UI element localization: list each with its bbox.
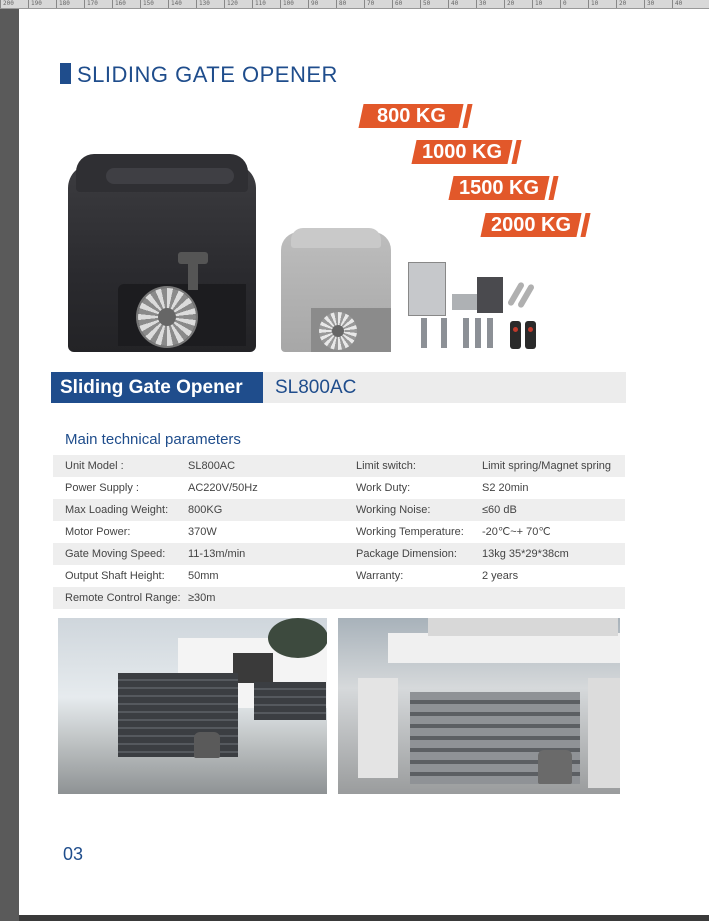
spec-value: 50mm <box>188 570 219 582</box>
spec-label: Package Dimension: <box>356 548 457 560</box>
bolt <box>421 318 427 348</box>
page-number: 03 <box>63 844 84 864</box>
installation-photo-modern-house <box>58 618 327 794</box>
spec-label: Max Loading Weight: <box>65 504 169 516</box>
spec-value: S2 20min <box>482 482 529 494</box>
ruler-mark: 10 <box>588 0 616 8</box>
ruler-mark: 80 <box>336 0 364 8</box>
ruler-mark: 70 <box>364 0 392 8</box>
spec-value: 800KG <box>188 504 223 516</box>
product-name: Sliding Gate Opener <box>51 372 263 403</box>
ruler-mark: 50 <box>420 0 448 8</box>
spec-value: 370W <box>188 526 217 538</box>
ruler-mark: 20 <box>616 0 644 8</box>
ruler-mark: 90 <box>308 0 336 8</box>
spec-value: ≤60 dB <box>482 504 517 516</box>
ruler-mark: 30 <box>476 0 504 8</box>
ruler-mark: 130 <box>196 0 224 8</box>
remote-control-icon <box>525 321 536 349</box>
spec-value: 11-13m/min <box>188 548 246 560</box>
mounting-plate <box>408 262 446 316</box>
spec-label: Working Noise: <box>356 504 431 516</box>
bracket <box>477 277 503 313</box>
bolt <box>441 318 447 348</box>
spec-row <box>53 477 625 499</box>
spec-row <box>53 455 625 477</box>
page-title: SLIDING GATE OPENER <box>77 62 338 87</box>
weight-tag-1000: 1000 KG <box>411 140 512 164</box>
installation-photo-villa <box>338 618 620 794</box>
ruler-mark: 170 <box>84 0 112 8</box>
remote-control-icon <box>510 321 521 349</box>
spec-label: Work Duty: <box>356 482 411 494</box>
spec-label: Motor Power: <box>65 526 131 538</box>
spec-label: Output Shaft Height: <box>65 570 165 582</box>
spec-label: Unit Model : <box>65 460 124 472</box>
ruler-mark: 190 <box>28 0 56 8</box>
spec-row <box>53 543 625 565</box>
gate-opener-motor <box>538 750 572 784</box>
spec-value: 2 years <box>482 570 519 582</box>
ruler-mark: 200 <box>0 0 28 8</box>
ruler-mark: 180 <box>56 0 84 8</box>
ruler-mark: 160 <box>112 0 140 8</box>
ruler-mark: 30 <box>644 0 672 8</box>
key-icon <box>507 279 539 309</box>
bolt <box>475 318 481 348</box>
spec-label: Warranty: <box>356 570 404 582</box>
product-model: SL800AC <box>275 377 357 398</box>
gear-icon <box>319 312 357 350</box>
ruler <box>0 0 709 9</box>
canvas-margin <box>0 9 19 921</box>
ruler-mark: 0 <box>560 0 588 8</box>
spec-row <box>53 587 625 609</box>
ruler-mark: 20 <box>504 0 532 8</box>
title-accent-bar <box>60 63 71 84</box>
bracket <box>452 294 480 310</box>
gear-icon <box>138 288 196 346</box>
bolt <box>463 318 469 348</box>
brochure-page <box>19 9 709 915</box>
bolt <box>487 318 493 348</box>
ruler-mark: 100 <box>280 0 308 8</box>
weight-tag-2000: 2000 KG <box>480 213 581 237</box>
specs-table <box>53 455 625 609</box>
specs-title: Main technical parameters <box>65 431 241 448</box>
spec-label: Limit switch: <box>356 460 416 472</box>
spec-value: AC220V/50Hz <box>188 482 258 494</box>
ruler-mark: 40 <box>672 0 700 8</box>
product-image-grey-opener <box>281 228 391 352</box>
spec-row <box>53 565 625 587</box>
weight-tag-800: 800 KG <box>358 104 463 128</box>
spec-label: Gate Moving Speed: <box>65 548 166 560</box>
spec-row <box>53 521 625 543</box>
spec-value: SL800AC <box>188 460 236 472</box>
ruler-mark: 150 <box>140 0 168 8</box>
spec-label: Working Temperature: <box>356 526 464 538</box>
gate-opener-motor <box>194 732 220 758</box>
spec-label: Power Supply : <box>65 482 139 494</box>
ruler-mark: 40 <box>448 0 476 8</box>
spec-value: 13kg 35*29*38cm <box>482 548 569 560</box>
spec-value: -20℃~+ 70℃ <box>482 526 551 538</box>
ruler-mark: 60 <box>392 0 420 8</box>
ruler-mark: 110 <box>252 0 280 8</box>
model-bar <box>51 372 626 403</box>
spec-value: Limit spring/Magnet spring <box>482 460 612 472</box>
weight-tag-1500: 1500 KG <box>448 176 549 200</box>
ruler-mark: 120 <box>224 0 252 8</box>
sliding-gate <box>118 673 238 757</box>
spec-label: Remote Control Range: <box>65 592 181 604</box>
spec-value: ≥30m <box>188 592 216 604</box>
ruler-mark: 10 <box>532 0 560 8</box>
spec-row <box>53 499 625 521</box>
ruler-mark: 140 <box>168 0 196 8</box>
product-image-black-opener <box>68 154 256 352</box>
